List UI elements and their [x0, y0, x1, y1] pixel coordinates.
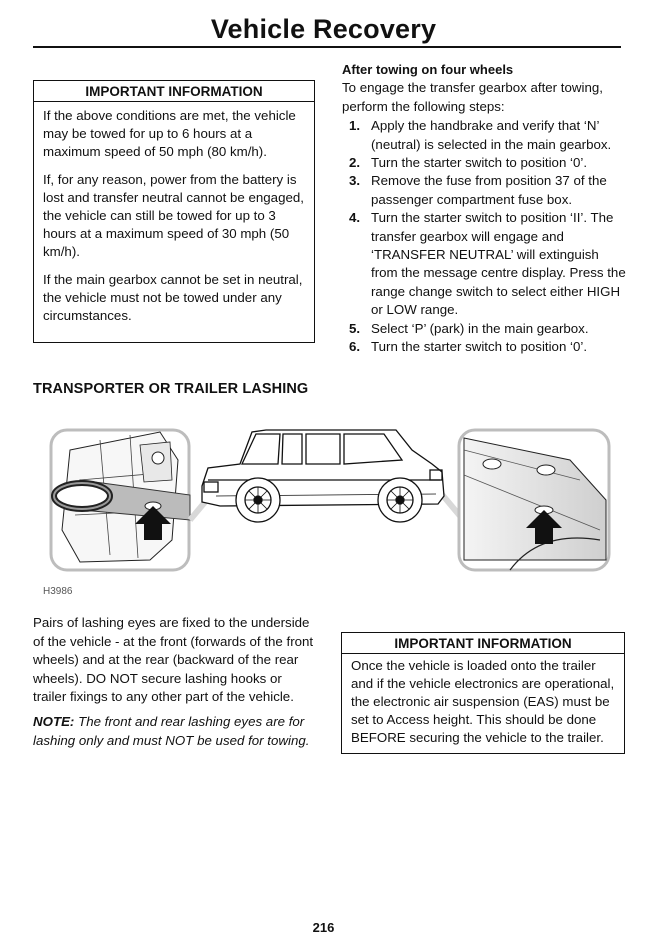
rear-lashing-eye-inset	[459, 430, 609, 570]
figure-code: H3986	[43, 586, 73, 597]
lashing-eyes-illustration	[40, 420, 620, 580]
towing-instructions	[342, 61, 627, 357]
step-text: Turn the starter switch to position ‘II’. The transfer gearbox will engage and ‘TRANSFER NEUTRAL’ will extinguish from the message centre display. Press the range change switch to select either HIGH or LOW range.	[371, 210, 626, 318]
step-number: 6.	[349, 339, 361, 355]
note-text: The front and rear lashing eyes are for lashing only and must NOT be used for towing.	[33, 713, 310, 748]
lashing-heading: TRANSPORTER OR TRAILER LASHING	[33, 381, 309, 397]
step-text: Turn the starter switch to position ‘0’.	[371, 339, 588, 355]
towing-subheading: After towing on four wheels	[342, 62, 514, 77]
step-item	[342, 338, 627, 356]
info-paragraph-1: If the above conditions are met, the vehicle may be towed for up to 6 hours at a maximum speed of 50 mph (80 km/h).	[43, 108, 296, 159]
step-text: Turn the starter switch to position ‘0’.	[371, 155, 588, 171]
lashing-description	[33, 614, 318, 756]
step-item	[342, 320, 627, 338]
step-item	[342, 209, 627, 319]
towing-steps-list	[342, 117, 627, 356]
step-number: 4.	[349, 210, 361, 226]
step-text: Remove the fuse from position 37 of the passenger compartment fuse box.	[371, 173, 607, 207]
title-rule	[33, 46, 621, 48]
step-item	[342, 154, 627, 172]
page-title: Vehicle Recovery	[210, 14, 437, 44]
step-text: Select ‘P’ (park) in the main gearbox.	[371, 320, 589, 336]
vehicle-side-view	[202, 430, 444, 522]
page-number: 216	[312, 920, 335, 935]
step-item	[342, 117, 627, 154]
lashing-note	[33, 713, 318, 750]
step-number: 1.	[349, 118, 361, 134]
info-paragraph-2: If, for any reason, power from the battery is lost and transfer neutral cannot be engaged, the vehicle can still be towed for up to 3 hours at a maximum speed of 30 mph (50 km/h).	[43, 172, 304, 259]
important-info-box-1	[33, 80, 315, 343]
step-number: 5.	[349, 320, 361, 336]
info-paragraph-3: If the main gearbox cannot be set in neutral, the vehicle must not be towed under any circumstances.	[43, 272, 303, 323]
important-info-box-2	[341, 632, 625, 754]
towing-intro: To engage the transfer gearbox after towing, perform the following steps:	[342, 80, 603, 114]
step-text: Apply the handbrake and verify that ‘N’ (neutral) is selected in the main gearbox.	[371, 118, 612, 152]
info-paragraph: Once the vehicle is loaded onto the trailer and if the vehicle electronics are operational, the electronic air suspension (EAS) must be set to Access height. This should be done BEFORE securing the vehicle to the trailer.	[351, 658, 615, 745]
lashing-paragraph: Pairs of lashing eyes are fixed to the underside of the vehicle - at the front (forwards of the front wheels) and at the rear (backward of the rear wheels). DO NOT secure lashing hooks or trailer fixings to any other part of the vehicle.	[33, 615, 314, 705]
info-box-header: IMPORTANT INFORMATION	[34, 81, 314, 102]
step-item	[342, 172, 627, 209]
info-box-header: IMPORTANT INFORMATION	[342, 633, 624, 654]
step-number: 3.	[349, 173, 361, 189]
step-number: 2.	[349, 155, 361, 171]
front-lashing-eye-inset	[51, 430, 190, 570]
note-label: NOTE:	[33, 713, 75, 729]
